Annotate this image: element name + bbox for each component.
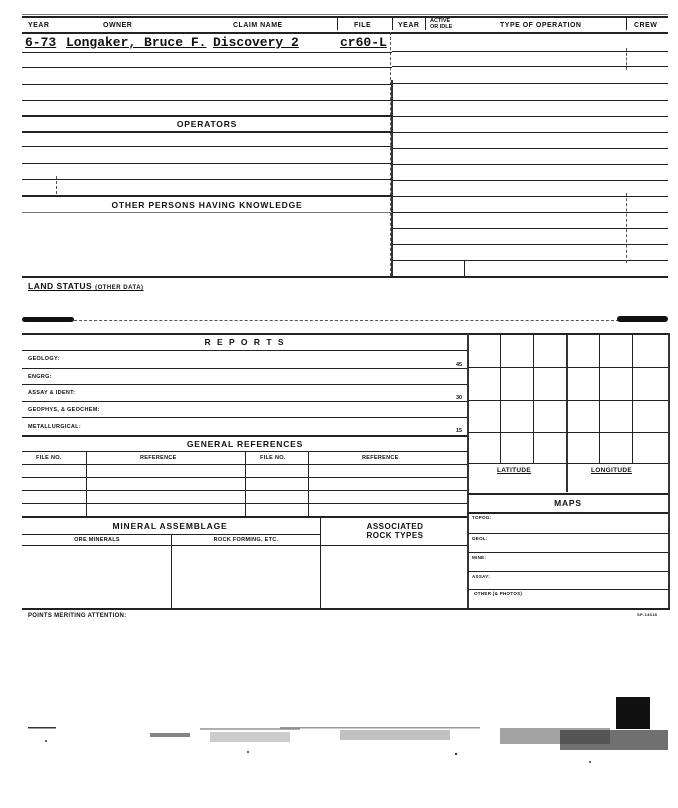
grid-row <box>468 432 668 433</box>
gr-col-divider <box>86 451 87 516</box>
entry-owner: Longaker, Bruce F. <box>66 35 207 50</box>
ma-col-divider <box>320 516 321 608</box>
grid-col <box>632 335 633 463</box>
gr-col-reference: REFERENCE <box>140 455 177 461</box>
general-references-title: GENERAL REFERENCES <box>186 439 304 449</box>
row-line <box>22 179 392 180</box>
col-divider <box>626 18 627 30</box>
tick-mark <box>464 260 465 276</box>
header-rule <box>22 32 668 34</box>
map-line <box>468 552 668 553</box>
mineral-assemblage-title: MINERAL ASSEMBLAGE <box>112 521 228 531</box>
reports-bottom-rule <box>22 435 468 437</box>
right-grid-border <box>668 333 670 609</box>
form-id: SP-14618 <box>637 612 658 617</box>
assoc-line1: ASSOCIATED <box>366 522 424 531</box>
col-claim-name: CLAIM NAME <box>233 22 283 29</box>
gr-col-divider <box>245 451 246 516</box>
grid-row <box>468 463 668 464</box>
col-type-of-operation: TYPE OF OPERATION <box>500 22 582 29</box>
other-persons-title: OTHER PERSONS HAVING KNOWLEDGE <box>111 200 303 210</box>
right-grid-divider <box>467 333 469 609</box>
report-geology-label: GEOLOGY: <box>28 356 60 362</box>
map-line <box>468 589 668 590</box>
gr-col-divider <box>308 451 309 516</box>
longitude-label: LONGITUDE <box>591 467 632 474</box>
right-row-line <box>392 116 668 117</box>
scan-blot <box>22 317 74 322</box>
report-metallurgical-label: METALLURGICAL: <box>28 424 81 430</box>
grid-col <box>599 335 600 463</box>
main-divider-solid <box>391 80 393 276</box>
col-year-2: YEAR <box>398 22 420 29</box>
operators-title: OPERATORS <box>176 119 238 129</box>
row-line <box>22 163 392 164</box>
map-other: OTHER (& PHOTOS) <box>474 591 523 596</box>
grid-row <box>468 400 668 401</box>
col-crew: CREW <box>634 22 658 29</box>
col-divider <box>392 18 393 30</box>
maps-rule <box>468 512 668 514</box>
map-mine: MINE: <box>472 555 487 560</box>
gr-col-file-no: FILE NO. <box>36 455 62 461</box>
other-persons-rule <box>22 195 392 197</box>
land-status-sublabel: (OTHER DATA) <box>95 285 144 291</box>
ma-col-divider <box>171 534 172 608</box>
right-row-line <box>392 100 668 101</box>
scan-noise <box>0 690 678 780</box>
map-line <box>468 571 668 572</box>
row-line <box>22 52 392 53</box>
scan-speckles <box>25 727 668 780</box>
reports-title: R E P O R T S <box>204 337 286 347</box>
right-row-line <box>392 132 668 133</box>
map-topog: TOPOG: <box>472 515 492 520</box>
assoc-line2: ROCK TYPES <box>366 531 424 540</box>
col-file: FILE <box>354 22 372 29</box>
tick-mark <box>56 176 57 194</box>
report-geology-num: 45 <box>456 362 463 368</box>
active-label: ACTIVE <box>430 18 451 24</box>
land-status-heading <box>28 281 144 291</box>
report-line <box>22 384 468 385</box>
right-row-line <box>392 148 668 149</box>
reports-rule <box>22 350 468 351</box>
gr-col-file-no-2: FILE NO. <box>260 455 286 461</box>
top-rule <box>22 14 668 15</box>
col-divider <box>337 18 338 30</box>
dashed-rule <box>74 320 619 321</box>
maps-title: MAPS <box>554 498 582 508</box>
report-assay-label: ASSAY & IDENT: <box>28 390 76 396</box>
report-metallurgical-num: 15 <box>456 428 463 434</box>
map-line <box>468 533 668 534</box>
gr-col-reference-2: REFERENCE <box>362 455 399 461</box>
report-line <box>22 417 468 418</box>
entry-claim-name: Discovery 2 <box>213 35 299 50</box>
right-row-line <box>392 83 668 84</box>
scan-blot <box>617 316 668 322</box>
entry-year: 6-73 <box>25 35 57 50</box>
gr-bottom-rule <box>22 516 468 518</box>
entry-file: cr60-L <box>340 35 387 50</box>
report-geophys-label: GEOPHYS, & GEOCHEM: <box>28 407 100 413</box>
crew-divider <box>626 48 627 70</box>
grid-col <box>533 335 534 463</box>
col-year: YEAR <box>28 22 50 29</box>
crew-divider <box>626 193 627 263</box>
latitude-label: LATITUDE <box>497 467 532 474</box>
row-line <box>22 146 392 147</box>
map-geol: GEOL: <box>472 536 488 541</box>
col-active-idle <box>430 18 452 30</box>
row-line <box>22 212 392 213</box>
right-row-line <box>392 164 668 165</box>
form-bottom-rule <box>22 608 670 610</box>
ma-col-ore-minerals: ORE MINERALS <box>74 537 120 543</box>
land-status-label: LAND STATUS <box>28 281 93 291</box>
col-divider <box>425 18 426 30</box>
reports-top-rule <box>22 333 668 335</box>
row-line <box>22 84 392 85</box>
report-line <box>22 401 468 402</box>
report-line <box>22 368 468 369</box>
report-engrg-label: ENGRG: <box>28 374 52 380</box>
ma-rule <box>22 545 468 546</box>
grid-col <box>500 335 501 463</box>
report-assay-num: 30 <box>456 395 463 401</box>
operators-rule <box>22 131 392 133</box>
row-line <box>22 67 392 68</box>
right-row-line <box>392 180 668 181</box>
grid-row <box>468 367 668 368</box>
block-bottom-rule <box>22 276 668 278</box>
map-assay: ASSAY: <box>472 574 491 579</box>
maps-top-rule <box>468 493 668 495</box>
row-line <box>22 100 392 101</box>
points-meriting-attention: POINTS MERITING ATTENTION: <box>28 613 127 619</box>
scan-blot <box>616 697 650 729</box>
associated-rock-types-title <box>322 522 468 540</box>
top-rule-thick <box>22 16 668 18</box>
grid-col-mid <box>566 335 568 492</box>
ma-col-rock-forming: ROCK FORMING, ETC. <box>213 537 279 543</box>
operators-rule <box>22 115 392 117</box>
col-owner: OWNER <box>103 22 133 29</box>
idle-label: OR IDLE <box>430 24 453 30</box>
